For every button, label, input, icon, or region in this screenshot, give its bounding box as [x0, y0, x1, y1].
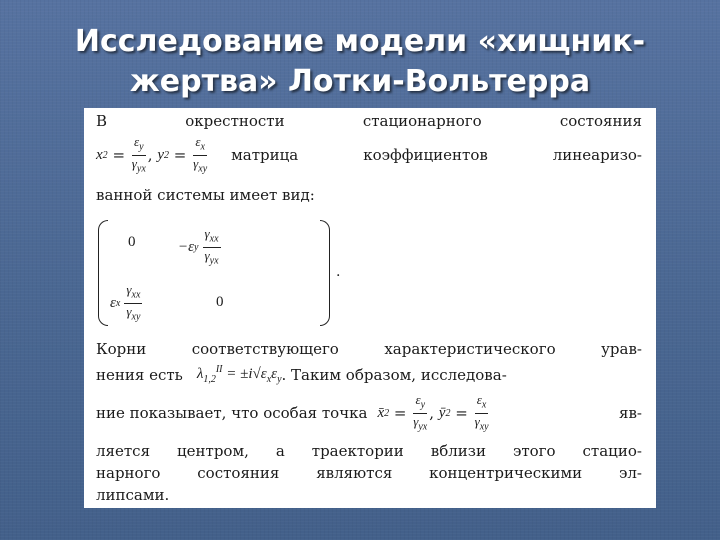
formula-part: ε [271, 366, 278, 382]
frac-num: ε [415, 392, 421, 407]
sub: yx [418, 421, 428, 433]
text-line-1 [96, 112, 642, 130]
sub: x [266, 374, 272, 385]
var-y: y [157, 146, 165, 163]
word: стацио- [582, 442, 642, 460]
sub: xy [479, 421, 489, 433]
text-line-9: липсами. [96, 486, 170, 504]
fraction [473, 392, 491, 434]
sub: 2 [164, 149, 170, 161]
text-line-5 [96, 364, 642, 385]
frac-num: γ [126, 282, 132, 297]
word: являются [316, 464, 393, 482]
word: эл- [619, 464, 642, 482]
text: ние показывает, что особая точка [96, 404, 368, 423]
words-group [231, 146, 642, 164]
word: соответствующего [191, 340, 339, 358]
sub: 1,2 [203, 374, 216, 385]
text-line-3: ванной системы имеет вид: [96, 186, 315, 204]
word: характеристического [384, 340, 556, 358]
text-line-2 [96, 134, 642, 176]
sub: x [115, 297, 121, 309]
sub: 2 [102, 149, 108, 161]
sub: xy [131, 311, 141, 323]
sub: y [139, 141, 144, 153]
frac-den: γ [413, 413, 419, 429]
equals-sign: = [169, 146, 192, 165]
fraction [124, 282, 142, 324]
text-line-8 [96, 464, 642, 482]
fraction [191, 134, 209, 176]
word: траектории [311, 442, 404, 460]
frac-den: γ [474, 413, 480, 429]
frac-den: γ [193, 155, 199, 171]
text: нения есть [96, 365, 183, 384]
singular-point-formula [377, 392, 490, 434]
var-y-bar: ȳ [438, 404, 446, 421]
fraction [130, 134, 148, 176]
frac-num: ε [134, 134, 140, 149]
equilibrium-formula [96, 134, 209, 176]
sub: xx [209, 233, 219, 245]
eigenvalue-formula [197, 364, 282, 385]
word: Корни [96, 340, 147, 358]
word: матрица [231, 146, 299, 165]
comma: , [429, 404, 439, 423]
fraction [203, 226, 221, 268]
word: линеаризо- [552, 146, 642, 165]
sub: xy [198, 163, 208, 175]
slide-title-line-1: Исследование модели «хищник- [74, 24, 646, 59]
frac-num: ε [476, 392, 482, 407]
text: яв- [619, 404, 642, 423]
sub: x [481, 399, 487, 411]
equals-sign: = [107, 146, 130, 165]
word: ляется [96, 442, 151, 460]
neg-eps: −ε [178, 238, 195, 255]
slide-title-line-2: жертва» Лотки-Вольтерра [129, 64, 591, 99]
lambda: λ [196, 366, 204, 382]
text-line-7 [96, 442, 642, 460]
scanned-text-image [84, 108, 656, 508]
word: коэффициентов [363, 146, 488, 165]
comma: , [147, 146, 158, 165]
var-x: x [96, 146, 103, 163]
eps: ε [110, 294, 116, 311]
sub: y [420, 399, 426, 411]
word: вблизи [430, 442, 486, 460]
slide-title [60, 22, 660, 102]
frac-den: γ [204, 247, 210, 263]
matrix-a12 [178, 226, 221, 268]
frac-num: ε [195, 134, 201, 149]
word: состояния [559, 112, 642, 130]
word: урав- [601, 340, 642, 358]
left-paren [98, 220, 108, 326]
word: концентрическими [429, 464, 583, 482]
sub: yx [209, 255, 219, 267]
sub: y [277, 374, 282, 385]
sub: x [200, 141, 205, 153]
var-x-bar: x̄ [377, 404, 385, 421]
right-paren [320, 220, 330, 326]
sub: yx [136, 163, 146, 175]
word: а [275, 442, 285, 460]
matrix-a22: 0 [216, 294, 224, 310]
word: состояния [197, 464, 280, 482]
coefficient-matrix [98, 220, 330, 326]
frac-den: γ [131, 155, 137, 171]
matrix-a11: 0 [128, 234, 136, 250]
sub: y [194, 241, 199, 253]
equals-sign: = [389, 404, 412, 423]
sub: 2 [445, 407, 451, 419]
text-line-6 [96, 392, 642, 434]
word: этого [512, 442, 556, 460]
sup: II [215, 364, 223, 375]
text-line-4 [96, 340, 642, 358]
fraction [411, 392, 429, 434]
word: нарного [96, 464, 161, 482]
word: стационарного [362, 112, 482, 130]
text: . Таким образом, исследова- [281, 365, 507, 384]
word: окрестности [185, 112, 285, 130]
equals-sign: = [450, 404, 473, 423]
matrix-a21 [110, 282, 142, 324]
word: центром, [177, 442, 249, 460]
matrix-end-dot: . [336, 264, 341, 280]
sub: 2 [384, 407, 390, 419]
sub: xx [131, 289, 141, 301]
word: В [96, 112, 108, 130]
formula-part: = ±i√ε [222, 366, 267, 382]
frac-den: γ [126, 303, 132, 319]
frac-num: γ [204, 226, 210, 241]
